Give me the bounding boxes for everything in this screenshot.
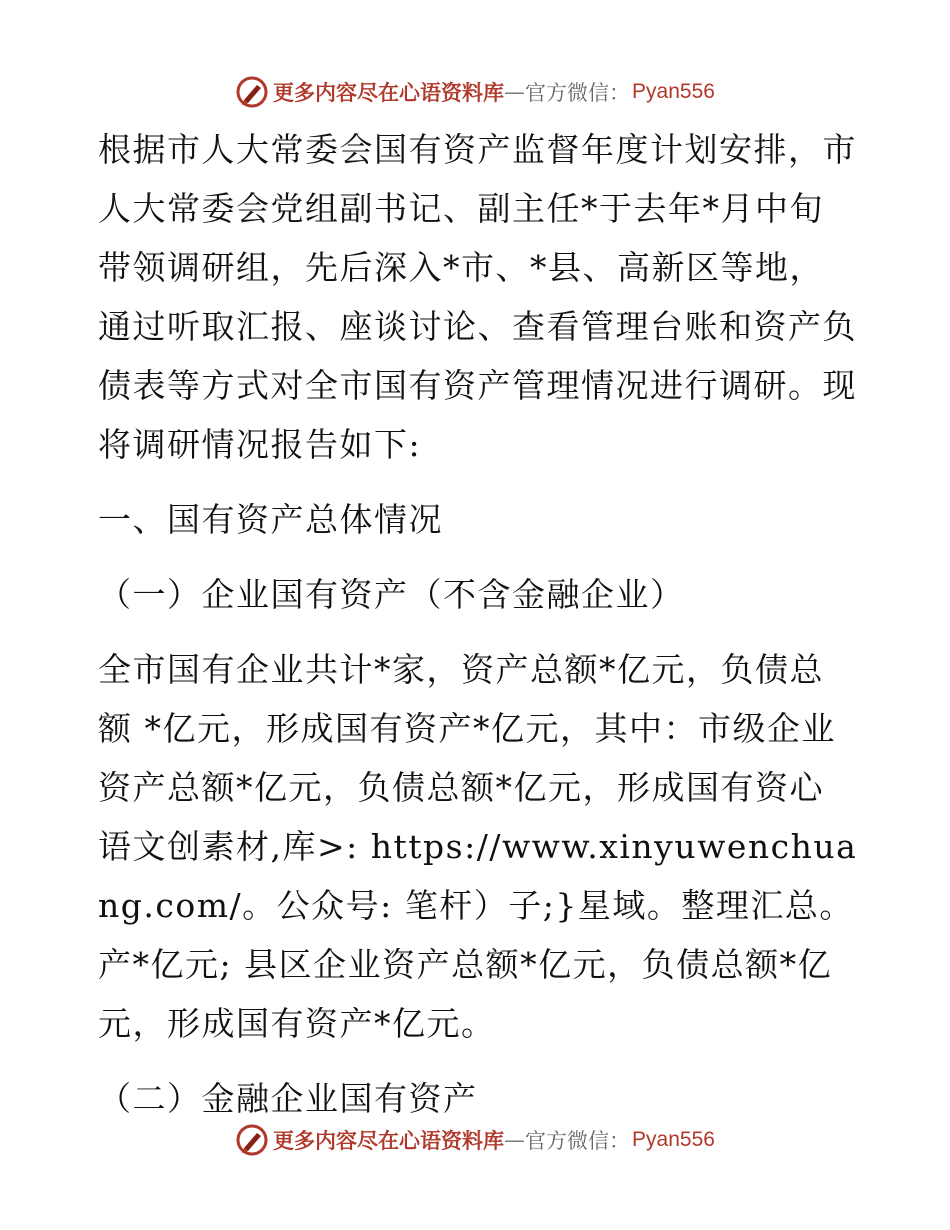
banner-brand-text: 更多内容尽在心语资料库 [273,1129,505,1153]
banner-wechat-id: Pyan556 [632,1128,715,1151]
header-banner [0,70,950,114]
document-body [98,120,858,1128]
banner-official-label: 官方微信： [525,81,631,105]
pen-logo-icon [235,1123,269,1157]
banner-dash: — [504,1128,526,1152]
banner-dash: — [504,80,526,104]
subsection-heading-2: （二）金融企业国有资产 [98,1079,478,1118]
subsection-1-paragraph: 全市国有企业共计*家，资产总额*亿元，负债总额 *亿元，形成国有资产*亿元，其中：市级企业资产总额*亿元，负债总额*亿元，形成国有资心语文创素材,库>: https://www.xinyuwenchuang.com/。公众号: 笔杆）子;}星域。整理汇总。产*亿元; 县区企业资产总额*亿元，负债总额*亿元，形成国有资产*亿元。 [98,650,858,1043]
footer-banner [0,1118,950,1162]
banner-wechat-id: Pyan556 [632,80,715,103]
intro-paragraph: 根据市人大常委会国有资产监督年度计划安排，市人大常委会党组副书记、副主任*于去年*月中旬带领调研组，先后深入*市、*县、高新区等地，通过听取汇报、座谈讨论、查看管理台账和资产负债表等方式对全市国有资产管理情况进行调研。现将调研情况报告如下: [98,130,857,464]
banner-brand-text: 更多内容尽在心语资料库 [273,81,505,105]
subsection-heading-1: （一）企业国有资产（不含金融企业） [98,575,685,614]
section-heading-1: 一、国有资产总体情况 [98,500,443,539]
banner-official-label: 官方微信： [525,1129,631,1153]
pen-logo-icon [235,75,269,109]
